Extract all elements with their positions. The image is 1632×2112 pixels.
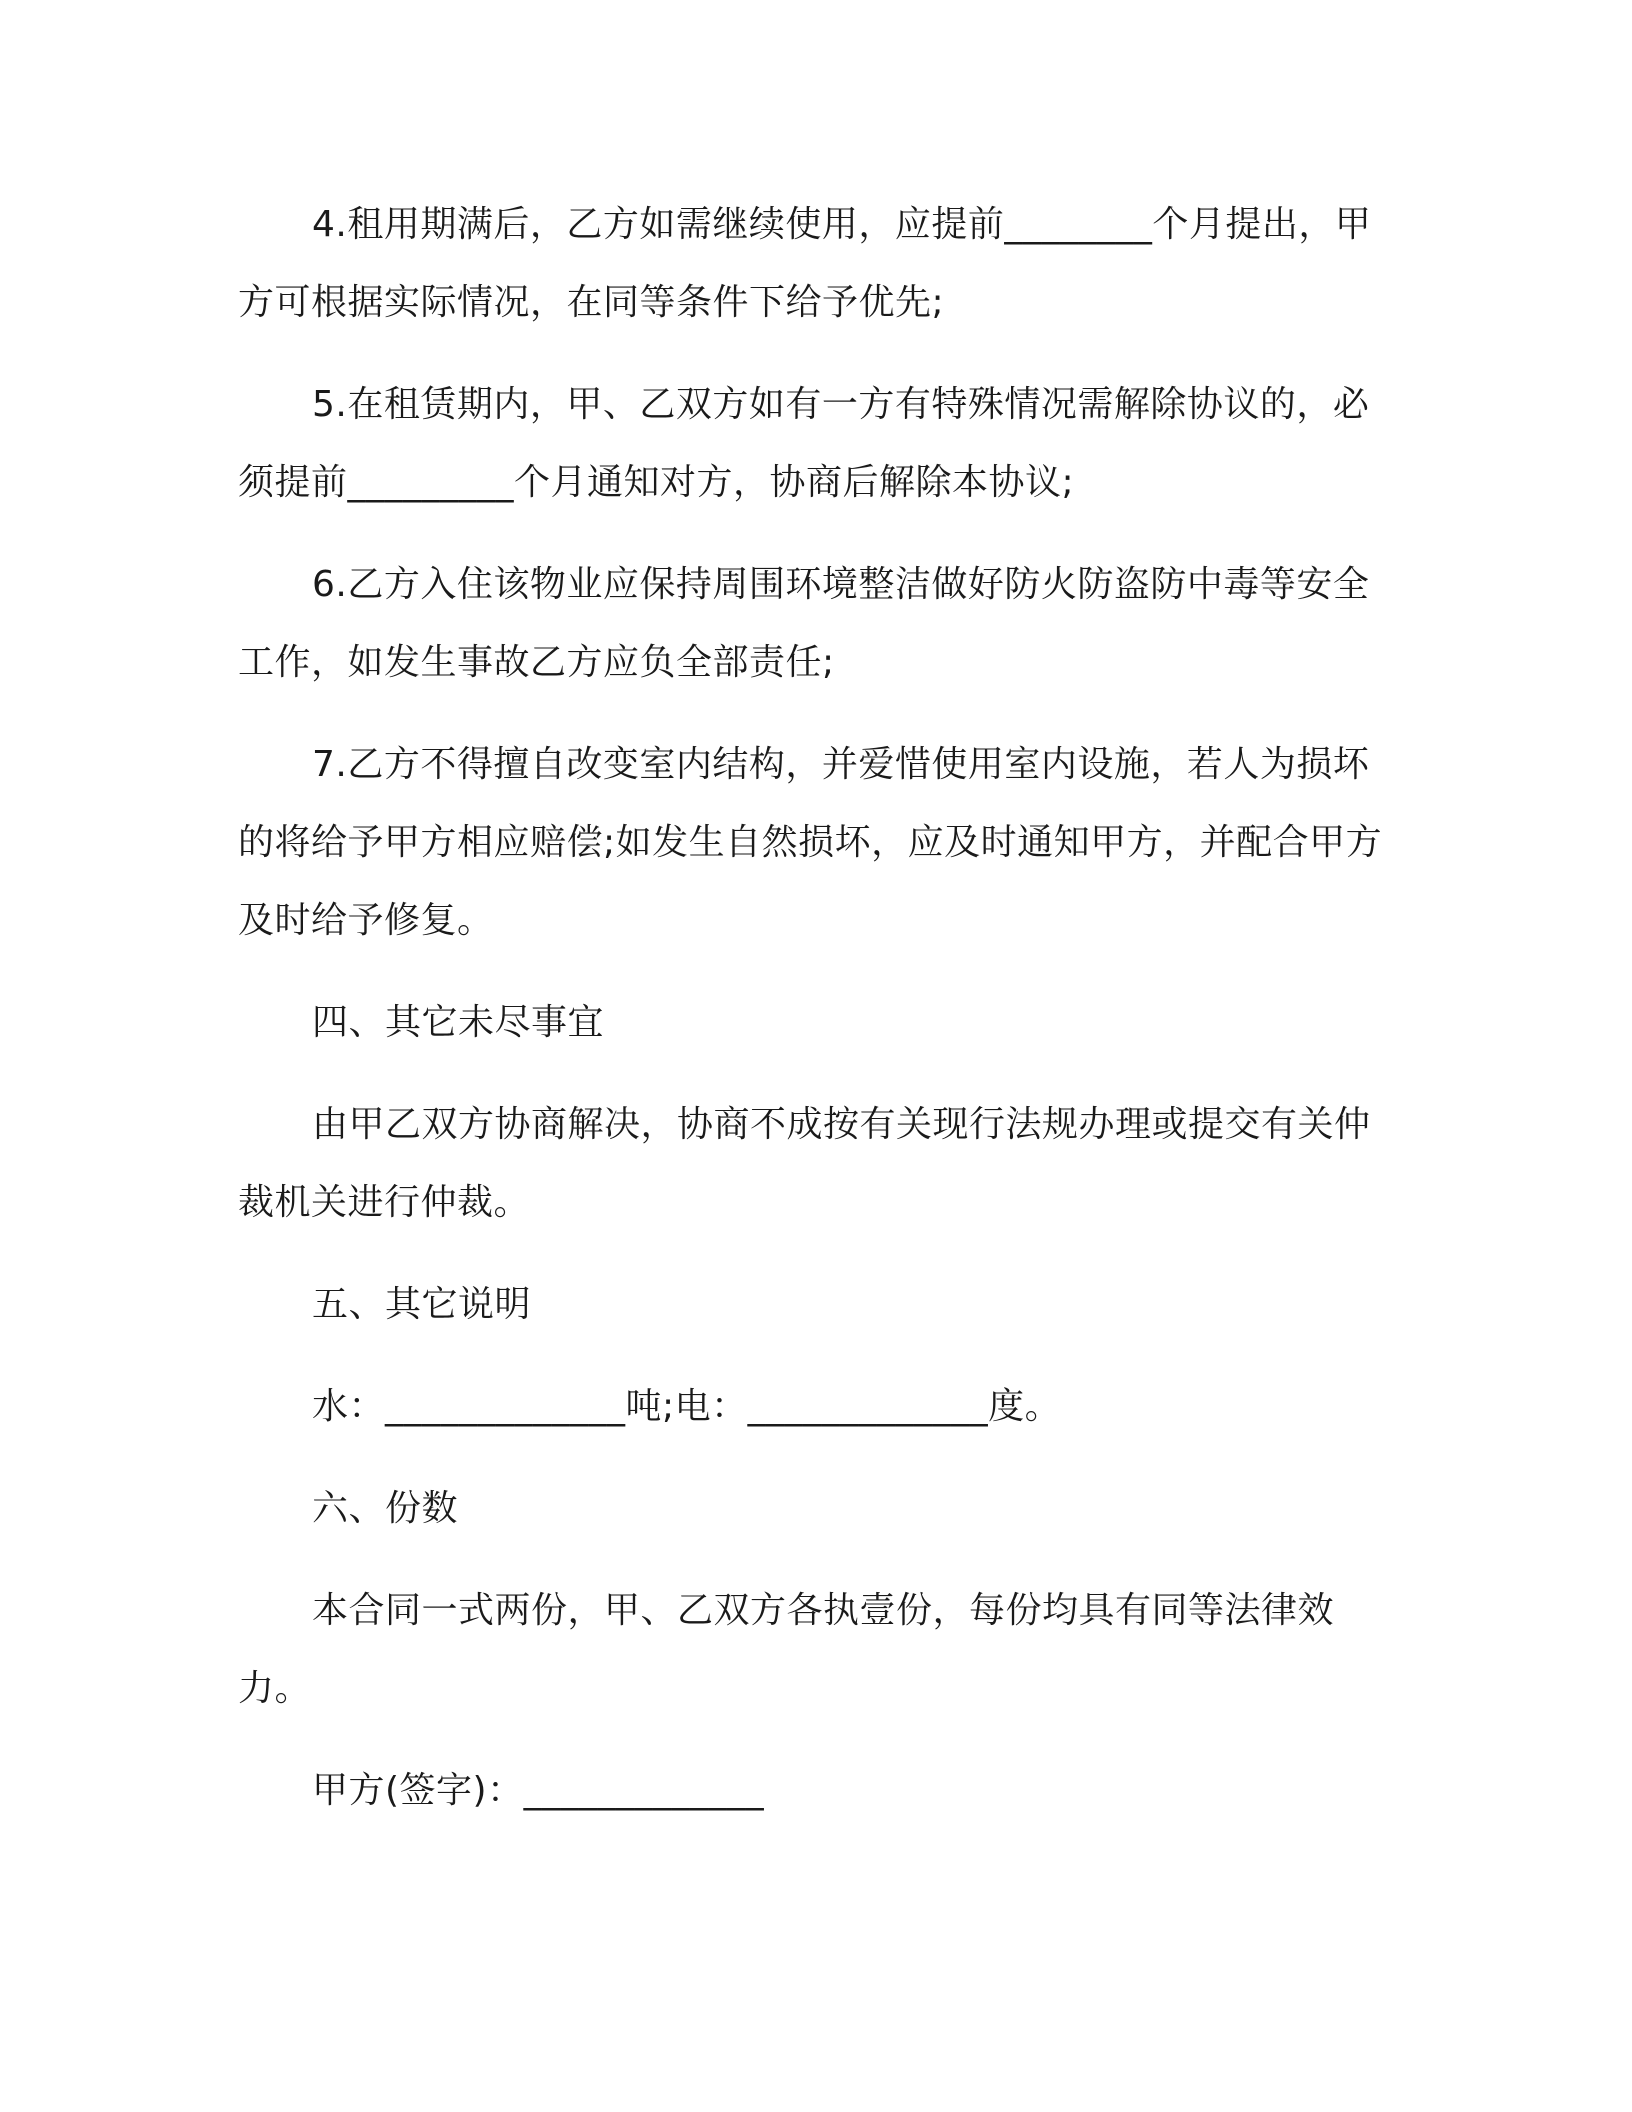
- section-4-text: 由甲乙双方协商解决，协商不成按有关现行法规办理或提交有关仲裁机关进行仲裁。: [238, 1104, 1371, 1223]
- section-5-heading: 五、其它说明: [312, 1284, 532, 1325]
- clause-6: 6.乙方入住该物业应保持周围环境整洁做好防火防盗防中毒等安全工作，如发生事故乙方应负全部责任;: [238, 564, 1370, 683]
- clause-5: 5.在租赁期内，甲、乙双方如有一方有特殊情况需解除协议的，必须提前_________个月通知对方，协商后解除本协议;: [238, 384, 1370, 503]
- section-6-heading: 六、份数: [312, 1488, 459, 1529]
- section-6-text: 本合同一式两份，甲、乙双方各执壹份，每份均具有同等法律效力。: [238, 1590, 1335, 1709]
- clause-4: 4.租用期满后，乙方如需继续使用，应提前________个月提出，甲方可根据实际情况，在同等条件下给予优先;: [238, 204, 1372, 323]
- clause-7: 7.乙方不得擅自改变室内结构，并爱惜使用室内设施，若人为损坏的将给予甲方相应赔偿;如发生自然损坏，应及时通知甲方，并配合甲方及时给予修复。: [238, 744, 1383, 941]
- section-4-heading: 四、其它未尽事宜: [312, 1002, 605, 1043]
- section-5-text: 水：_____________吨;电：_____________度。: [312, 1386, 1062, 1427]
- document-body: [238, 186, 1388, 1830]
- party-a-signature-line: 甲方(签字)：_____________: [312, 1770, 765, 1811]
